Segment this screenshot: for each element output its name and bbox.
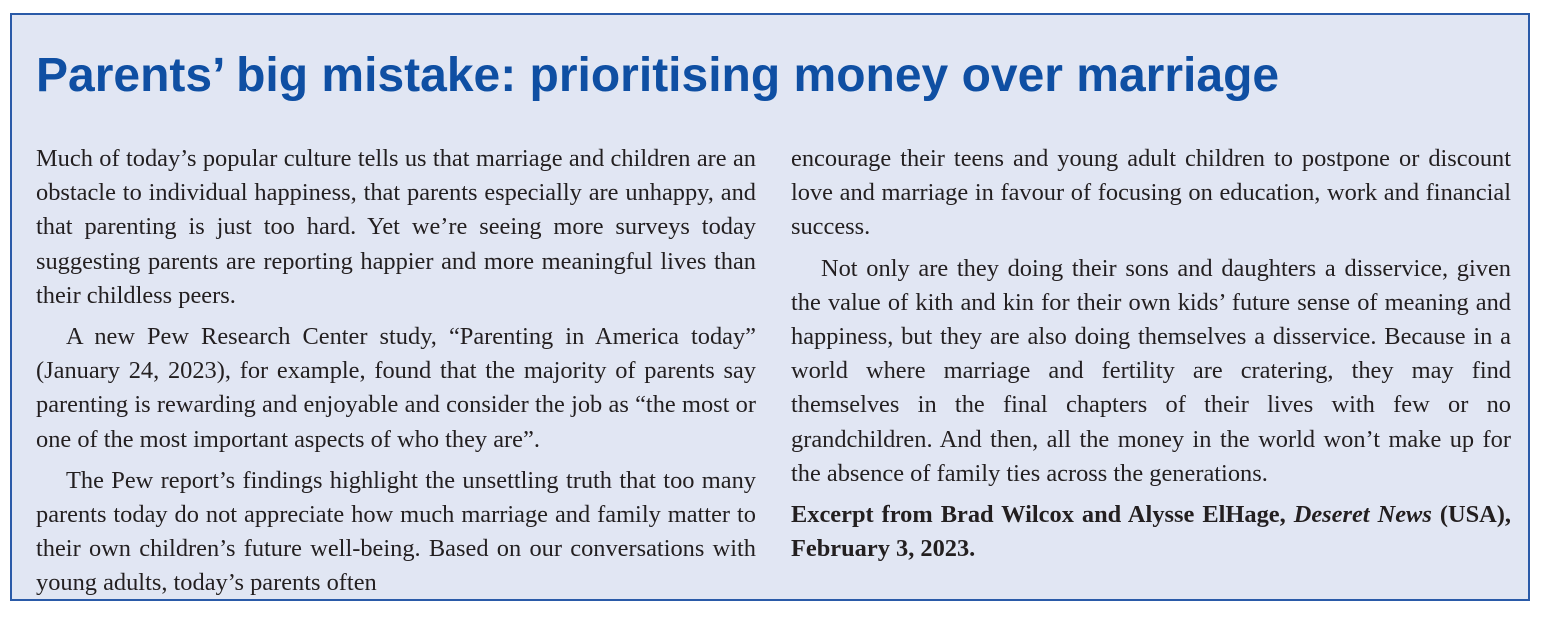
source-prefix: Excerpt from Brad Wilcox and Alysse ElHage,: [791, 501, 1294, 529]
paragraph-3-continued: encourage their teens and young adult children to postpone or discount love and marriage in favour of focusing on education, work and financial success.: [791, 145, 1511, 241]
article-box: [10, 13, 1530, 601]
source-suffix: (USA), February 3, 2023.: [791, 501, 1511, 563]
paragraph-3: The Pew report’s findings highlight the unsettling truth that too many parents today do not appreciate how much marriage and family matter to their own children’s future well-being. Based on our conversations with young adults, today’s parents often: [36, 466, 756, 597]
source-publication: Deseret News: [1293, 501, 1432, 529]
source-citation: [791, 498, 1511, 566]
paragraph-1: Much of today’s popular culture tells us that marriage and children are an obstacle to individual happiness, that parents especially are unhappy, and that parenting is just too hard. Yet we’re seeing more surveys today suggesting parents are reporting happier and more meaningful lives than their childless peers.: [36, 145, 756, 309]
paragraph-2: A new Pew Research Center study, “Parenting in America today” (January 24, 2023), for example, found that the majority of parents say parenting is rewarding and enjoyable and consider the job as “the most or one of the most important aspects of who they are”.: [36, 323, 756, 453]
article-headline: Parents’ big mistake: prioritising money over marriage: [36, 49, 1280, 102]
left-column: [36, 142, 756, 608]
right-column: [791, 142, 1511, 573]
paragraph-4: Not only are they doing their sons and daughters a disservice, given the value of kith and kin for their own kids’ future sense of meaning and happiness, but they are also doing themselves a disservice. Because in a world where marriage and fertility are cratering, they may find themselves in the final chapters of their lives with few or no grandchildren. And then, all the money in the world won’t make up for the absence of family ties across the generations.: [791, 254, 1511, 487]
